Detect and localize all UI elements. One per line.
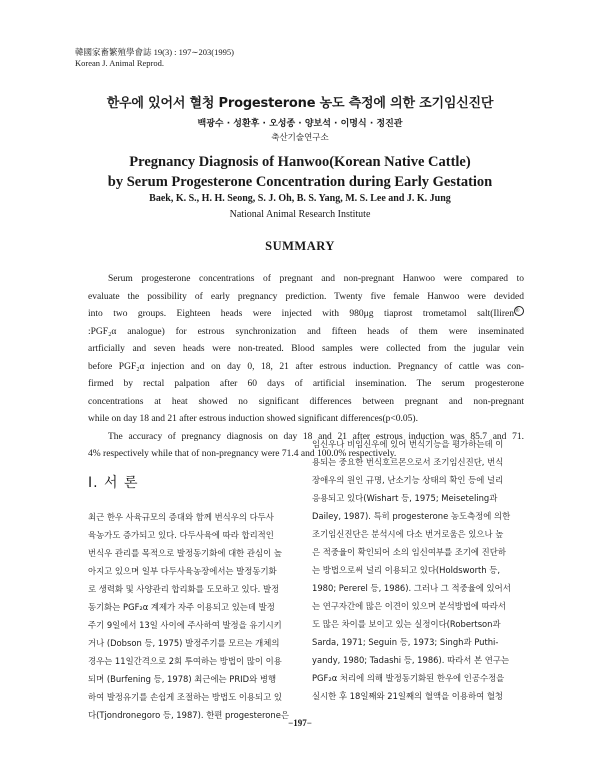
right-column xyxy=(312,435,526,705)
left-column xyxy=(88,508,302,724)
left-column-line: 육농가도 증가되고 있다. 다두사육에 따라 합리적인 xyxy=(88,530,274,540)
left-column-line: 되며 (Burfening 등, 1978) 최근에는 PRID와 병행 xyxy=(88,674,277,684)
right-column-line: Dailey, 1987). 특히 progesterone 농도측정에 의한 xyxy=(312,511,511,521)
journal-citation-en: Korean J. Animal Reprod. xyxy=(75,58,164,68)
left-column-line: 로 생력화 및 사양관리 합리화를 도모하고 있다. 발정 xyxy=(88,584,280,594)
summary-line-text: into two groups. Eighteen heads were injected with 980μg tiaprost trometamol salt(Iliren xyxy=(88,309,514,320)
summary-line: The accuracy of pregnancy diagnosis on day 18 and 21 after estrous induction was 85.7 and 71. xyxy=(108,431,524,442)
right-column-line: 응용되고 있다(Wishart 등, 1975; Meiseteling과 xyxy=(312,493,498,503)
summary-line: while on day 18 and 21 after estrous induction showed significant differences(p<0.05). xyxy=(88,414,418,424)
right-column-line: 1980; Pererel 등, 1986). 그러나 그 적중율에 있어서 xyxy=(312,583,511,593)
title-english xyxy=(0,152,600,192)
institution-korean: 축산기술연구소 xyxy=(271,133,329,143)
right-column-line: 은 적중율이 확인되어 소의 임신여부를 조기에 진단하 xyxy=(312,547,506,557)
summary-heading: SUMMARY xyxy=(265,239,335,253)
left-column-line: 주기 9일에서 13일 사이에 주사하여 발정을 유기시키 xyxy=(88,620,282,630)
summary-line: before PGF₂α injection and on day 0, 18, 21 after estrous induction. Pregnancy of cattle was con- xyxy=(88,361,524,372)
summary-line: firmed by rectal palpation after 60 days of artificial insemination. The serum progesterone xyxy=(88,379,524,389)
title-english-line2: by Serum Progesterone Concentration during Early Gestation xyxy=(107,174,493,190)
summary-line: :PGF₂α analogue) for estrous synchronization and fifteen heads of them were inseminated xyxy=(88,326,524,337)
left-column-line: 하여 발정유기를 손쉽게 조절하는 방법도 이용되고 있 xyxy=(88,692,282,702)
left-column-line: 최근 한우 사육규모의 증대와 함께 번식우의 다두사 xyxy=(88,512,274,522)
summary-line xyxy=(88,306,524,324)
right-column-line: yandy, 1980; Tadashi 등, 1986). 따라서 본 연구는 xyxy=(312,655,510,665)
right-column-line: 장애우의 원인 규명, 난소기능 상태의 확인 등에 널리 xyxy=(312,475,504,485)
right-column-line: 도 많은 차이를 보이고 있는 실정이다(Robertson과 xyxy=(312,619,501,629)
registered-mark-icon: ® xyxy=(514,306,524,316)
left-column-line: 동기화는 PGF₂α 계제가 자주 이용되고 있는데 발정 xyxy=(88,602,275,612)
right-column-line: Sarda, 1971; Seguin 등, 1973; Singh과 Puthi- xyxy=(312,637,499,647)
right-column-line: 용되는 중요한 번식호르몬으로서 조기임신진단, 번식 xyxy=(312,457,504,467)
right-column-line: 는 연구자간에 많은 이견이 있으며 분석방법에 따라서 xyxy=(312,601,506,611)
summary-line: concentrations at heat showed no significant differences between pregnant and non-pregnant xyxy=(88,396,524,407)
summary-line: Serum progesterone concentrations of pregnant and non-pregnant Hanwoo were compared to xyxy=(108,274,524,284)
summary-line: artficially and seven heads were non-treated. Blood samples were collected from the jugular vein xyxy=(88,344,524,354)
right-column-line: 는 방법으로써 널리 이용되고 있다(Holdsworth 등, xyxy=(312,565,501,575)
page-number: −197− xyxy=(288,718,312,728)
right-column-line: PGF₂α 처리에 의해 발정동기화된 한우에 인공수정을 xyxy=(312,673,505,683)
journal-citation xyxy=(75,47,234,69)
summary-line: evaluate the possibility of early pregnancy prediction. Twenty five female Hanwoo were devided xyxy=(88,291,524,302)
right-column-line: 실시한 후 18일째와 21일째의 혈액을 이용하여 혈청 xyxy=(312,691,504,701)
left-column-line: 거나 (Dobson 등, 1975) 발정주기를 모르는 개체의 xyxy=(88,638,280,648)
left-column-line: 다(Tjondronegoro 등, 1987). 한편 progesterone은 xyxy=(88,710,289,720)
journal-citation-ko: 韓國家畜繁殖學會誌 19(3) : 197∼203(1995) xyxy=(75,47,234,57)
right-column-line: 임신우나 비임신우에 있어 번식기능을 평가하는데 이 xyxy=(312,439,504,449)
institution-english: National Animal Research Institute xyxy=(229,209,371,220)
left-column-line: 아지고 있으며 일부 다두사육농장에서는 발정동기화 xyxy=(88,566,277,576)
section-heading-introduction: I. 서 론 xyxy=(88,475,139,491)
title-korean: 한우에 있어서 혈청 Progesterone 농도 측정에 의한 조기임신진단 xyxy=(106,96,494,111)
authors-korean: 백광수 · 성환후 · 오성종 · 양보석 · 이명식 · 정진관 xyxy=(197,119,403,129)
right-column-line: 조기임신진단은 분석시에 다소 번거로움은 있으나 높 xyxy=(312,529,504,539)
left-column-line: 경우는 11일간격으로 2회 투여하는 방법이 많이 이용 xyxy=(88,656,282,666)
title-english-line1: Pregnancy Diagnosis of Hanwoo(Korean Native Cattle) xyxy=(129,154,471,170)
summary-line: 4% respectively while that of non-pregnancy were 71.4 and 100.0% respectively. xyxy=(88,449,397,459)
left-column-line: 번식우 관리를 목적으로 발정동기화에 대한 관심이 높 xyxy=(88,548,282,558)
authors-english: Baek, K. S., H. H. Seong, S. J. Oh, B. S. Yang, M. S. Lee and J. K. Jung xyxy=(149,193,451,204)
